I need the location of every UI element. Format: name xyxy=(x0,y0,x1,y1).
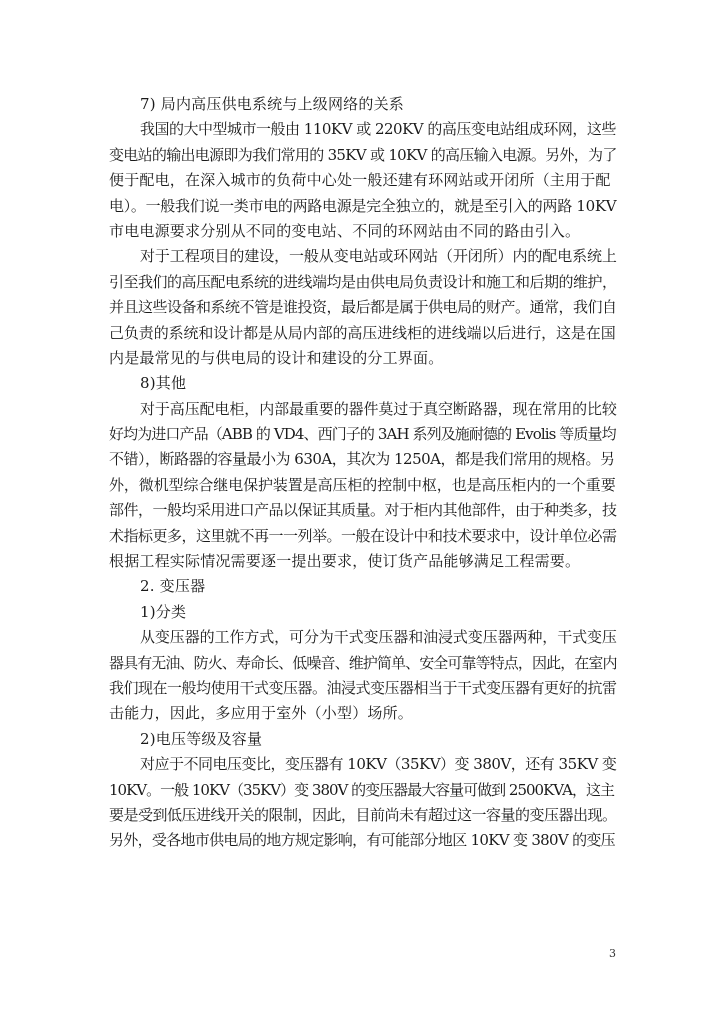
paragraph-line: 变电站的输出电源即为我们常用的 35KV 或 10KV 的高压输入电源。另外，为了 xyxy=(109,145,617,164)
paragraph-line: 术指标更多，这里就不再一一列举。一般在设计中和技术要求中，设计单位必需 xyxy=(109,526,617,545)
heading-transformer: 2. 变压器 xyxy=(140,577,206,596)
paragraph-line: 对于工程项目的建设，一般从变电站或环网站（开闭所）内的配电系统上 xyxy=(140,247,617,266)
paragraph-line: 不错），断路器的容量最小为 630A，其次为 1250A，都是我们常用的规格。另 xyxy=(109,450,615,469)
paragraph-line: 从变压器的工作方式，可分为干式变压器和油浸式变压器两种，干式变压 xyxy=(140,628,617,647)
paragraph-line: 己负责的系统和设计都是从局内部的高压进线柜的进线端以后进行，这是在国 xyxy=(109,323,616,342)
paragraph-line: 并且这些设备和系统不管是谁投资，最后都是属于供电局的财产。通常，我们自 xyxy=(109,298,617,317)
heading-section-8: 8)其他 xyxy=(140,374,187,393)
paragraph-line: 好均为进口产品（ABB 的 VD4、西门子的 3AH 系列及施耐德的 Evolis 等质量均 xyxy=(109,425,616,444)
paragraph-line: 引至我们的高压配电系统的进线端均是由供电局负责设计和施工和后期的维护， xyxy=(109,272,617,291)
paragraph-line: 器具有无油、防火、寿命长、低噪音、维护简单、安全可靠等特点，因此，在室内 xyxy=(109,653,617,672)
paragraph-line: 市电电源要求分别从不同的变电站、不同的环网站由不同的路由引入。 xyxy=(109,221,581,240)
paragraph-line: 我国的大中型城市一般由 110KV 或 220KV 的高压变电站组成环网，这些 xyxy=(140,120,616,139)
heading-section-7: 7) 局内高压供电系统与上级网络的关系 xyxy=(140,95,404,113)
heading-voltage-capacity: 2)电压等级及容量 xyxy=(140,729,263,748)
paragraph-line: 部件，一般均采用进口产品以保证其质量。对于柜内其他部件，由于种类多，技 xyxy=(109,501,617,520)
paragraph-line: 10KV。一般 10KV（35KV）变 380V 的变压器最大容量可做到 2500KVA，这主 xyxy=(109,780,614,799)
paragraph-line: 要是受到低压进线开关的限制，因此，目前尚未有超过这一容量的变压器出现。 xyxy=(109,805,617,824)
paragraph-line: 根据工程实际情况需要逐一提出要求，使订货产品能够满足工程需要。 xyxy=(109,552,581,571)
body-text xyxy=(109,92,617,854)
heading-classification: 1)分类 xyxy=(140,602,187,621)
paragraph-line: 外，微机型综合继电保护装置是高压柜的控制中枢，也是高压柜内的一个重要 xyxy=(109,475,616,494)
paragraph-line: 电）。一般我们说一类市电的两路电源是完全独立的，就是至引入的两路 10KV xyxy=(109,196,617,215)
page-number: 3 xyxy=(609,947,616,960)
paragraph-line: 内是最常见的与供电局的设计和建设的分工界面。 xyxy=(109,348,444,367)
paragraph-line: 便于配电，在深入城市的负荷中心处一般还建有环网站或开闭所（主用于配 xyxy=(109,171,611,190)
paragraph-line: 击能力，因此，多应用于室外（小型）场所。 xyxy=(109,704,414,723)
paragraph-line: 另外，受各地市供电局的地方规定影响，有可能部分地区 10KV 变 380V 的变压 xyxy=(109,831,615,850)
paragraph-line: 我们现在一般均使用干式变压器。油浸式变压器相当于干式变压器有更好的抗雷 xyxy=(109,678,617,697)
paragraph-line: 对应于不同电压变比，变压器有 10KV（35KV）变 380V，还有 35KV 变 xyxy=(140,755,617,774)
paragraph-line: 对于高压配电柜，内部最重要的器件莫过于真空断路器，现在常用的比较 xyxy=(140,399,617,418)
